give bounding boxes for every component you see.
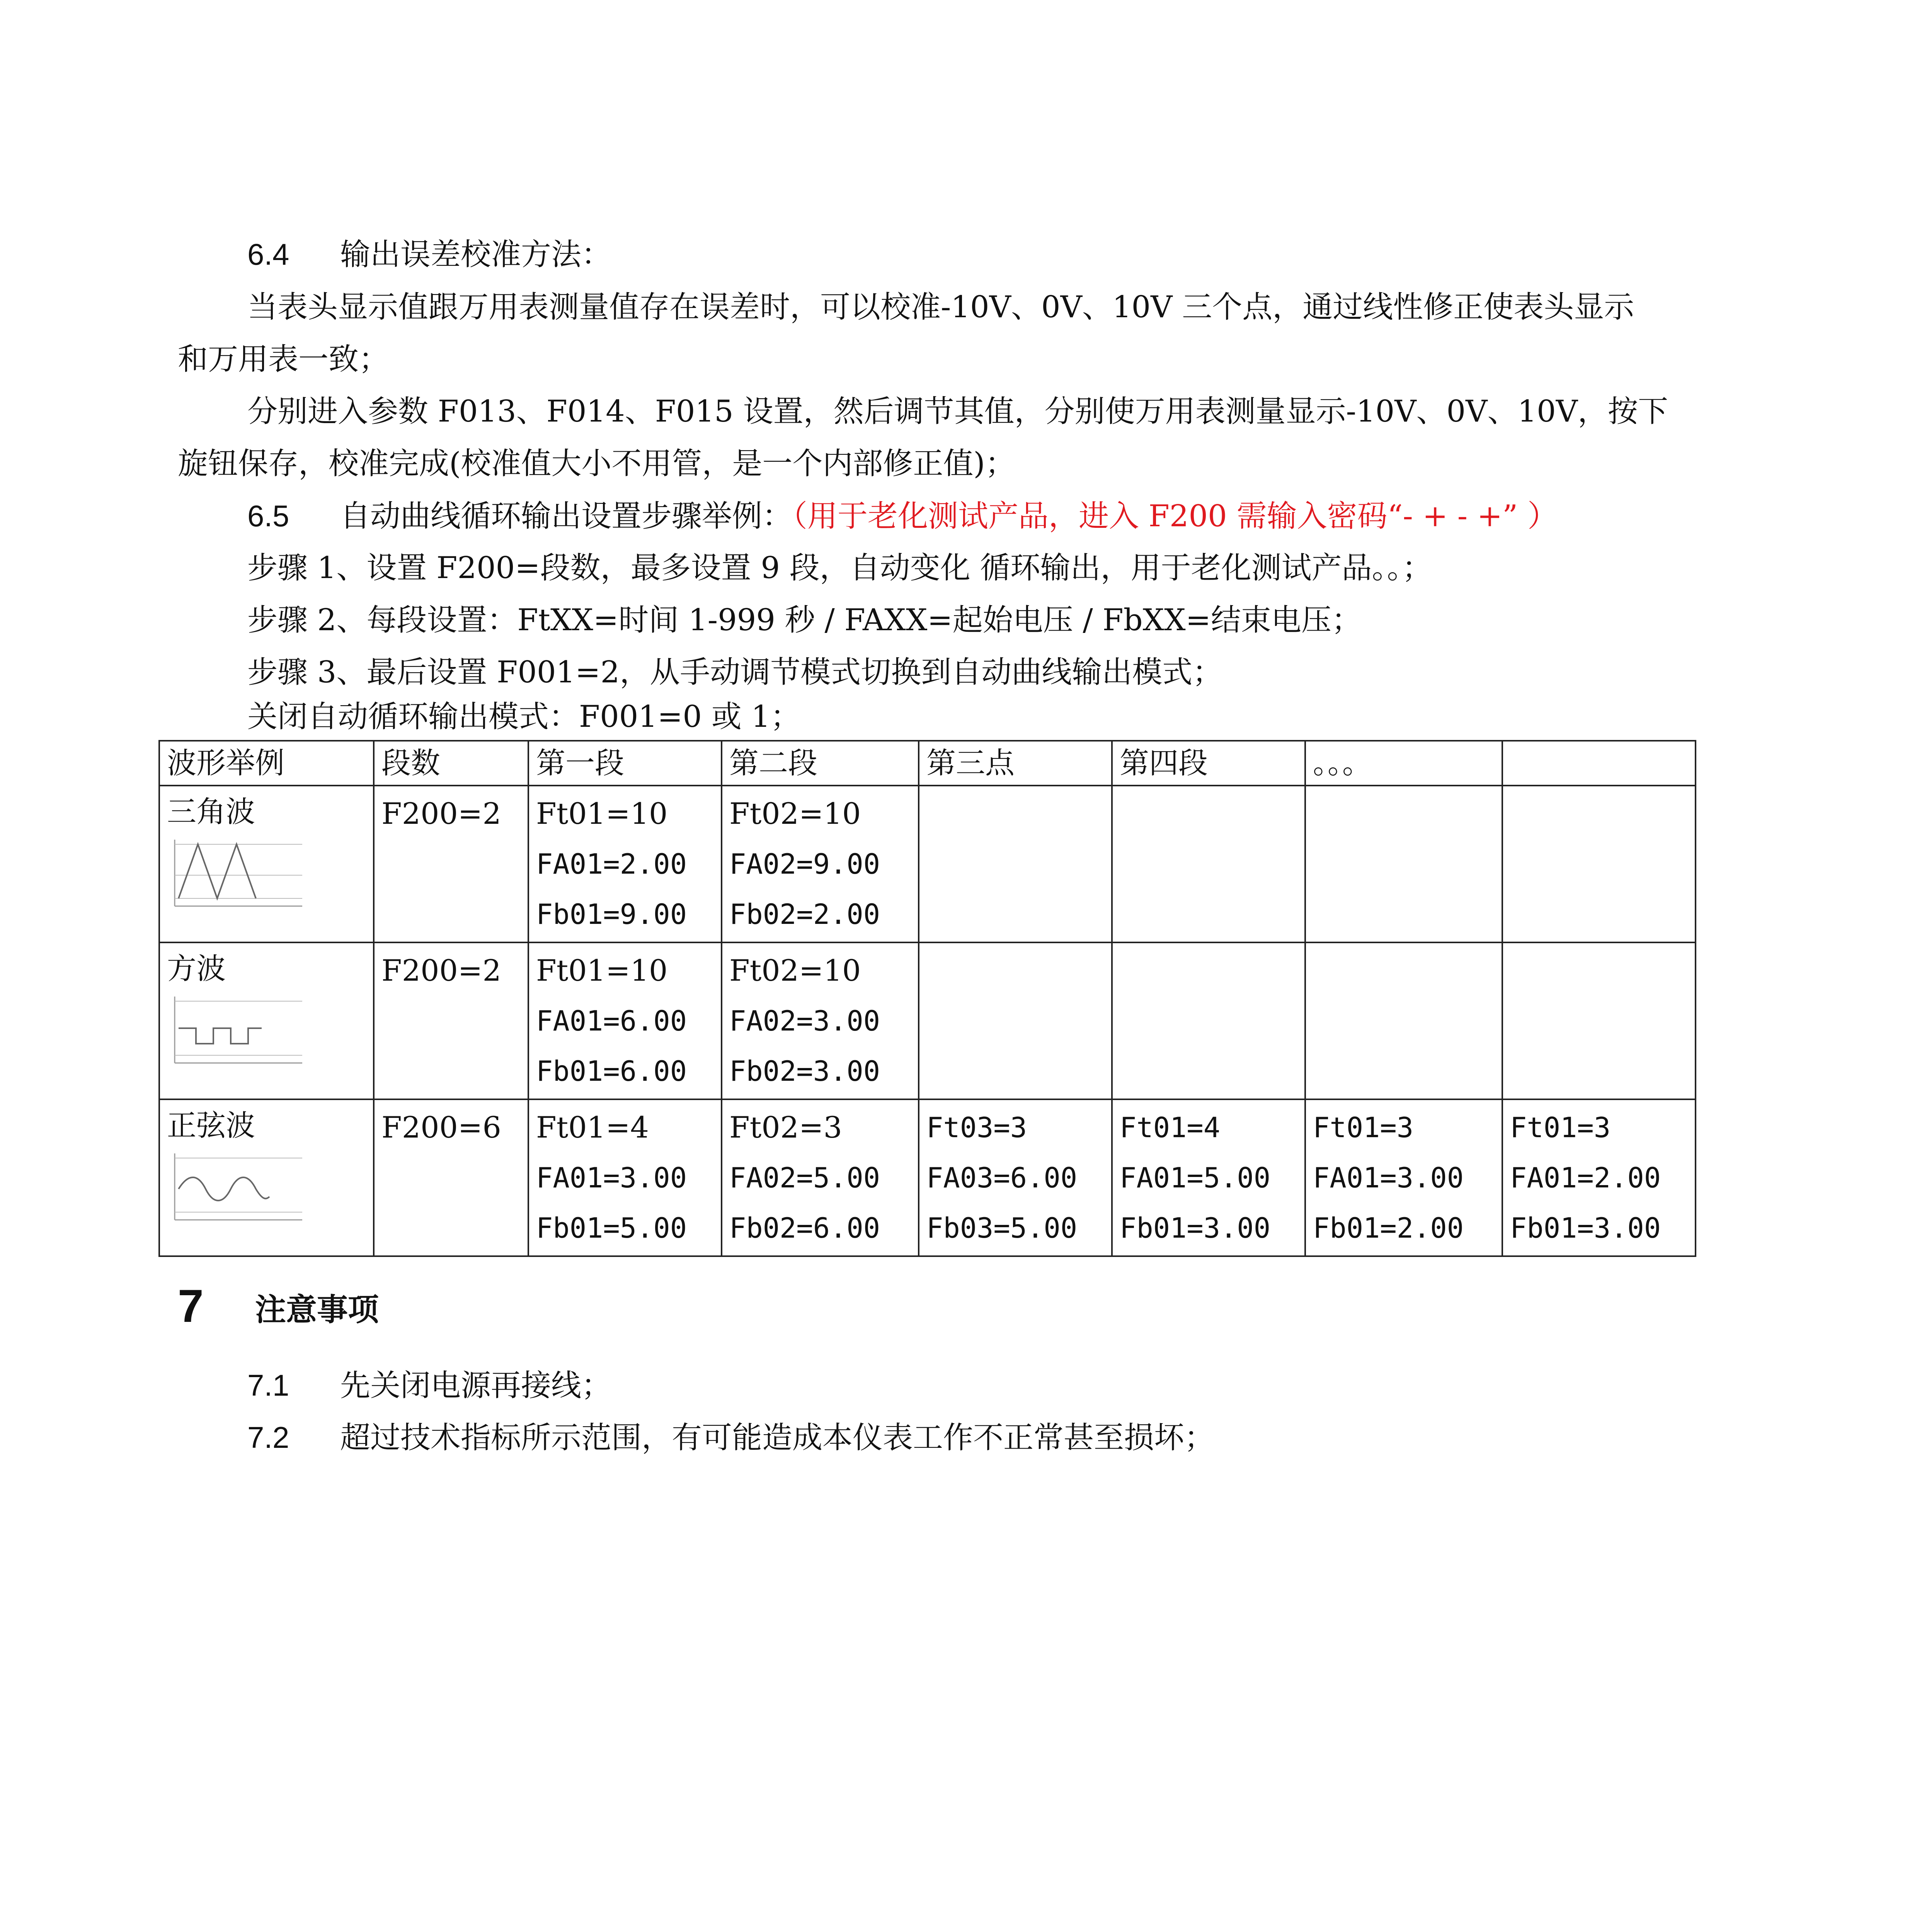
wave-label: 方波 <box>167 951 226 986</box>
segment-end-voltage: Fb01=5.00 <box>536 1212 687 1244</box>
segment-cell <box>1502 942 1696 1099</box>
triangle-wave-icon <box>167 837 306 910</box>
segment-cell <box>528 942 722 1099</box>
notice-item <box>247 1418 1214 1457</box>
wave-label: 正弦波 <box>167 1108 255 1143</box>
segment-end-voltage: Fb01=2.00 <box>1313 1212 1464 1244</box>
segment-start-voltage: FA02=3.00 <box>729 1005 880 1037</box>
segment-cell <box>722 1099 919 1256</box>
header-cell: 。。。 <box>1305 741 1502 786</box>
sine-wave-icon <box>167 1150 306 1224</box>
segment-time: Ft01=10 <box>536 953 668 988</box>
section-6-5-heading <box>247 497 1558 536</box>
paragraph-line: 当表头显示值跟万用表测量值存在误差时，可以校准-10V、0V、10V 三个点，通过线性修正使表头显示 <box>247 290 1634 325</box>
segment-cell <box>1112 786 1305 942</box>
segment-count-cell: F200=2 <box>374 786 528 942</box>
step-1: 步骤 1、设置 F200=段数，最多设置 9 段，自动变化 循环输出，用于老化测试产品。。； <box>247 551 1432 585</box>
segment-cell <box>722 786 919 942</box>
section-number: 6.5 <box>247 499 289 533</box>
segment-start-voltage: FA01=3.00 <box>536 1162 687 1194</box>
segment-cell <box>919 1099 1112 1256</box>
segment-cell <box>722 942 919 1099</box>
header-cell: 第三点 <box>919 741 1112 786</box>
segment-end-voltage: Fb01=3.00 <box>1510 1212 1661 1244</box>
square-wave-icon <box>167 993 306 1067</box>
segment-time: Ft03=3 <box>926 1111 1027 1144</box>
segment-end-voltage: Fb01=3.00 <box>1120 1212 1271 1244</box>
segment-time: Ft01=3 <box>1510 1111 1611 1144</box>
segment-cell <box>1112 942 1305 1099</box>
waveform-table <box>158 740 1696 1257</box>
segment-end-voltage: Fb03=5.00 <box>926 1212 1078 1244</box>
segment-cell <box>1305 942 1502 1099</box>
notice-item <box>247 1366 611 1405</box>
segment-time: Ft01=4 <box>1120 1111 1221 1144</box>
segment-cell <box>919 942 1112 1099</box>
segment-start-voltage: FA01=3.00 <box>1313 1162 1464 1194</box>
header-cell <box>1502 741 1696 786</box>
section-title: 输出误差校准方法： <box>340 237 612 272</box>
segment-time: Ft01=3 <box>1313 1111 1414 1144</box>
section-7-title: 注意事项 <box>255 1292 379 1328</box>
header-cell: 第四段 <box>1112 741 1305 786</box>
section-7-number: 7 <box>178 1280 204 1332</box>
segment-end-voltage: Fb02=6.00 <box>729 1212 880 1244</box>
section-6-4-heading <box>247 235 611 274</box>
segment-time: Ft02=3 <box>729 1110 843 1145</box>
wave-label: 三角波 <box>167 794 255 829</box>
section-number: 6.4 <box>247 237 289 271</box>
notice-number: 7.2 <box>247 1420 289 1454</box>
step-3: 步骤 3、最后设置 F001=2，从手动调节模式切换到自动曲线输出模式； <box>247 655 1223 690</box>
segment-cell <box>1305 786 1502 942</box>
segment-cell <box>1112 1099 1305 1256</box>
paragraph-line: 和万用表一致； <box>178 342 389 377</box>
header-cell: 第一段 <box>528 741 722 786</box>
segment-time: Ft02=10 <box>729 953 861 988</box>
segment-cell <box>528 786 722 942</box>
step-2: 步骤 2、每段设置：FtXX=时间 1-999 秒 / FAXX=起始电压 / FbXX=结束电压； <box>247 603 1362 638</box>
segment-cell <box>528 1099 722 1256</box>
segment-end-voltage: Fb01=9.00 <box>536 898 687 930</box>
header-cell: 段数 <box>374 741 528 786</box>
header-cell: 波形举例 <box>159 741 374 786</box>
segment-end-voltage: Fb02=3.00 <box>729 1055 880 1087</box>
notice-text: 超过技术指标所示范围，有可能造成本仪表工作不正常甚至损坏； <box>340 1420 1215 1455</box>
wave-example-cell <box>159 1099 374 1256</box>
password-note: （用于老化测试产品，进入 F200 需输入密码“- + - +” ） <box>792 499 1558 534</box>
segment-start-voltage: FA01=2.00 <box>536 848 687 880</box>
segment-cell <box>919 786 1112 942</box>
segment-end-voltage: Fb01=6.00 <box>536 1055 687 1087</box>
segment-cell <box>1305 1099 1502 1256</box>
segment-start-voltage: FA01=5.00 <box>1120 1162 1271 1194</box>
segment-end-voltage: Fb02=2.00 <box>729 898 880 930</box>
paragraph-line: 旋钮保存，校准完成(校准值大小不用管，是一个内部修正值)； <box>178 446 1015 481</box>
segment-start-voltage: FA02=5.00 <box>729 1162 880 1194</box>
table-row <box>159 786 1696 942</box>
table-header-row <box>159 741 1696 786</box>
segment-count-cell: F200=2 <box>374 942 528 1099</box>
table-row <box>159 942 1696 1099</box>
segment-time: Ft01=4 <box>536 1110 649 1145</box>
segment-count-cell: F200=6 <box>374 1099 528 1256</box>
wave-example-cell <box>159 786 374 942</box>
close-mode-note: 关闭自动循环输出模式：F001=0 或 1； <box>247 699 801 734</box>
segment-cell <box>1502 786 1696 942</box>
segment-cell <box>1502 1099 1696 1256</box>
paragraph-line: 分别进入参数 F013、F014、F015 设置，然后调节其值，分别使万用表测量显示-10V、0V、10V，按下 <box>247 394 1668 429</box>
section-title: 自动曲线循环输出设置步骤举例： <box>340 499 793 534</box>
segment-time: Ft02=10 <box>729 796 861 831</box>
notice-text: 先关闭电源再接线； <box>340 1368 612 1403</box>
segment-start-voltage: FA02=9.00 <box>729 848 880 880</box>
segment-start-voltage: FA01=2.00 <box>1510 1162 1661 1194</box>
notice-number: 7.1 <box>247 1368 289 1402</box>
header-cell: 第二段 <box>722 741 919 786</box>
segment-time: Ft01=10 <box>536 796 668 831</box>
table-row <box>159 1099 1696 1256</box>
wave-example-cell <box>159 942 374 1099</box>
segment-start-voltage: FA01=6.00 <box>536 1005 687 1037</box>
segment-start-voltage: FA03=6.00 <box>926 1162 1078 1194</box>
